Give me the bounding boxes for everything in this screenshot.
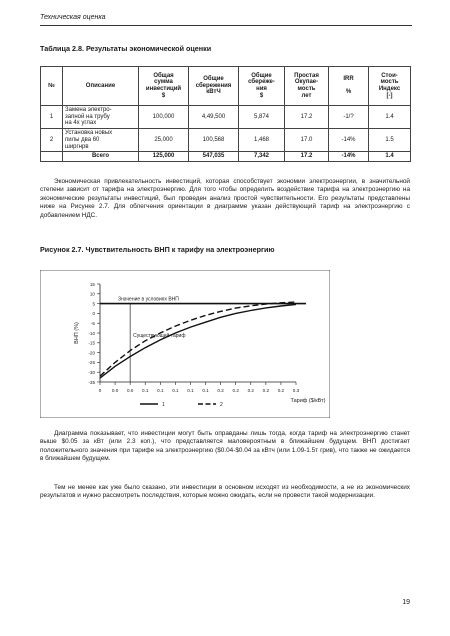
legend-label-2: 2 [220, 402, 223, 408]
table-caption: Таблица 2.8. Результаты экономической оценки [40, 44, 212, 53]
x-tick-label: 0.2 [247, 388, 254, 393]
table-cell: -14% [329, 129, 369, 152]
paragraph-intro: Экономическая привлекательность инвестиций, которая способствует экономии электроэнергии, в значительной степени зависит от тарифа на электроэнергию. Для того чтобы определить воздействие тарифа на электроэнергию на экономические результаты инвестиций, был проведен анализ простой чувствительности. Его результаты представлены ниже на Рисунке 2.7. Для облегчения ориентации в диаграмме указан действующий тариф на электроэнергию с добавлением НДС. [40, 178, 410, 219]
table-cell: 17.0 [285, 129, 329, 152]
y-tick-label: -15 [88, 340, 95, 346]
x-tick-label: 0.2 [262, 388, 270, 393]
economic-results-table [40, 66, 411, 162]
total-label: Всего [63, 152, 139, 162]
y-tick-label: 5 [92, 301, 95, 307]
y-tick-label: -25 [88, 360, 95, 366]
table-total-row [41, 152, 411, 162]
paragraph-conclusion: Тем не менее как уже было сказано, эти инвестиции в основном исходят из необходимости, а не из экономических результатов и нужно рассмотреть последствия, которые можно ожидать, если не провести такой модернизации. [40, 484, 410, 500]
x-tick-label: 0.1 [172, 388, 179, 393]
table-cell: -14% [329, 152, 369, 162]
table-cell: -1/? [329, 106, 369, 129]
x-tick-label: 0.1 [142, 388, 149, 393]
table-cell: 125,000 [139, 152, 189, 162]
current-tariff-label: Существующий тариф [133, 332, 186, 339]
irr-sensitivity-chart [40, 270, 330, 418]
table-col-header: Описание [63, 67, 139, 106]
table-col-header: Стои- мость Индекс [-] [369, 67, 411, 106]
row-number: 1 [41, 106, 63, 129]
table-cell: 17.2 [285, 106, 329, 129]
row-description: Установка новых пилы два 60 ширгнрв [63, 129, 139, 152]
y-tick-label: 10 [89, 291, 95, 297]
table-cell: 100,568 [189, 129, 239, 152]
table-cell: 1.5 [369, 129, 411, 152]
y-tick-label: 0 [92, 311, 95, 317]
x-tick-label: 0.0 [126, 388, 134, 393]
table-cell: 25,000 [139, 129, 189, 152]
table-row [41, 129, 411, 152]
y-tick-label: -30 [88, 370, 95, 375]
table-cell: 17.2 [285, 152, 329, 162]
table-cell: 4,49,500 [189, 106, 239, 129]
x-tick-label: 0 [98, 388, 102, 393]
table-cell: 5,874 [239, 106, 285, 129]
figure-caption: Рисунок 2.7. Чувствительность ВНП к тарифу на электроэнергию [40, 245, 275, 254]
table-col-header: № [41, 67, 63, 106]
x-tick-label: 0.1 [202, 388, 209, 393]
y-axis-label: ВНП (%) [74, 322, 80, 344]
x-tick-label: 0.1 [157, 388, 164, 393]
table-col-header: IRR % [329, 67, 369, 106]
table-cell: 547,035 [189, 152, 239, 162]
x-tick-label: 0.2 [217, 388, 224, 393]
table-cell: 100,000 [139, 106, 189, 129]
table-col-header: Простая Окупае- мость лет [285, 67, 329, 106]
x-tick-label: 0.0 [111, 388, 119, 393]
table-cell: 1.4 [369, 106, 411, 129]
table-header-row [41, 67, 411, 106]
header-rule [40, 25, 412, 26]
table-row [41, 106, 411, 129]
y-tick-label: -35 [88, 379, 95, 385]
table-cell: 1,468 [239, 129, 285, 152]
x-tick-label: 0.2 [232, 388, 239, 393]
x-tick-label: 0.3 [292, 388, 300, 393]
table-cell: 7,342 [239, 152, 285, 162]
x-axis-label: Тариф ($/кВт) [290, 398, 326, 404]
paragraph-analysis: Диаграмма показывает, что инвестиции могут быть оправданы лишь тогда, когда тариф на электроэнергию станет выше $0.05 за кВт (или 2.3 коп.), что представляется маловероятным в ближайшем будущем. ВНП достигает положительного значения при тарифе на электроэнергию ($0.04-$0.04 за кВтч (или 1.09-1.5т грив), что также не ожидается в ближайшем будущем. [40, 430, 410, 463]
y-tick-label: 15 [89, 281, 95, 287]
row-description: Замена электро- запной на трубу на 4x углах [63, 106, 139, 129]
table-cell [41, 152, 63, 162]
table-col-header: Общие сбережения кВтЧ [189, 67, 239, 106]
reference-line-label: Значение в условиях ВНП [118, 296, 179, 303]
x-tick-label: 0.2 [277, 388, 285, 393]
y-tick-label: -10 [88, 330, 95, 336]
x-tick-label: 0.1 [187, 388, 194, 393]
table-col-header: Общая сумма инвестиций $ [139, 67, 189, 106]
chart-frame [40, 270, 330, 418]
table-col-header: Общие сбереже- ния $ [239, 67, 285, 106]
running-header: Техническая оценка [40, 14, 106, 21]
row-number: 2 [41, 129, 63, 152]
y-tick-label: -20 [88, 350, 95, 356]
table-cell: 1.4 [369, 152, 411, 162]
y-tick-label: -5 [90, 321, 95, 326]
legend-label-1: 1 [162, 402, 165, 408]
page-number: 19 [402, 599, 410, 606]
